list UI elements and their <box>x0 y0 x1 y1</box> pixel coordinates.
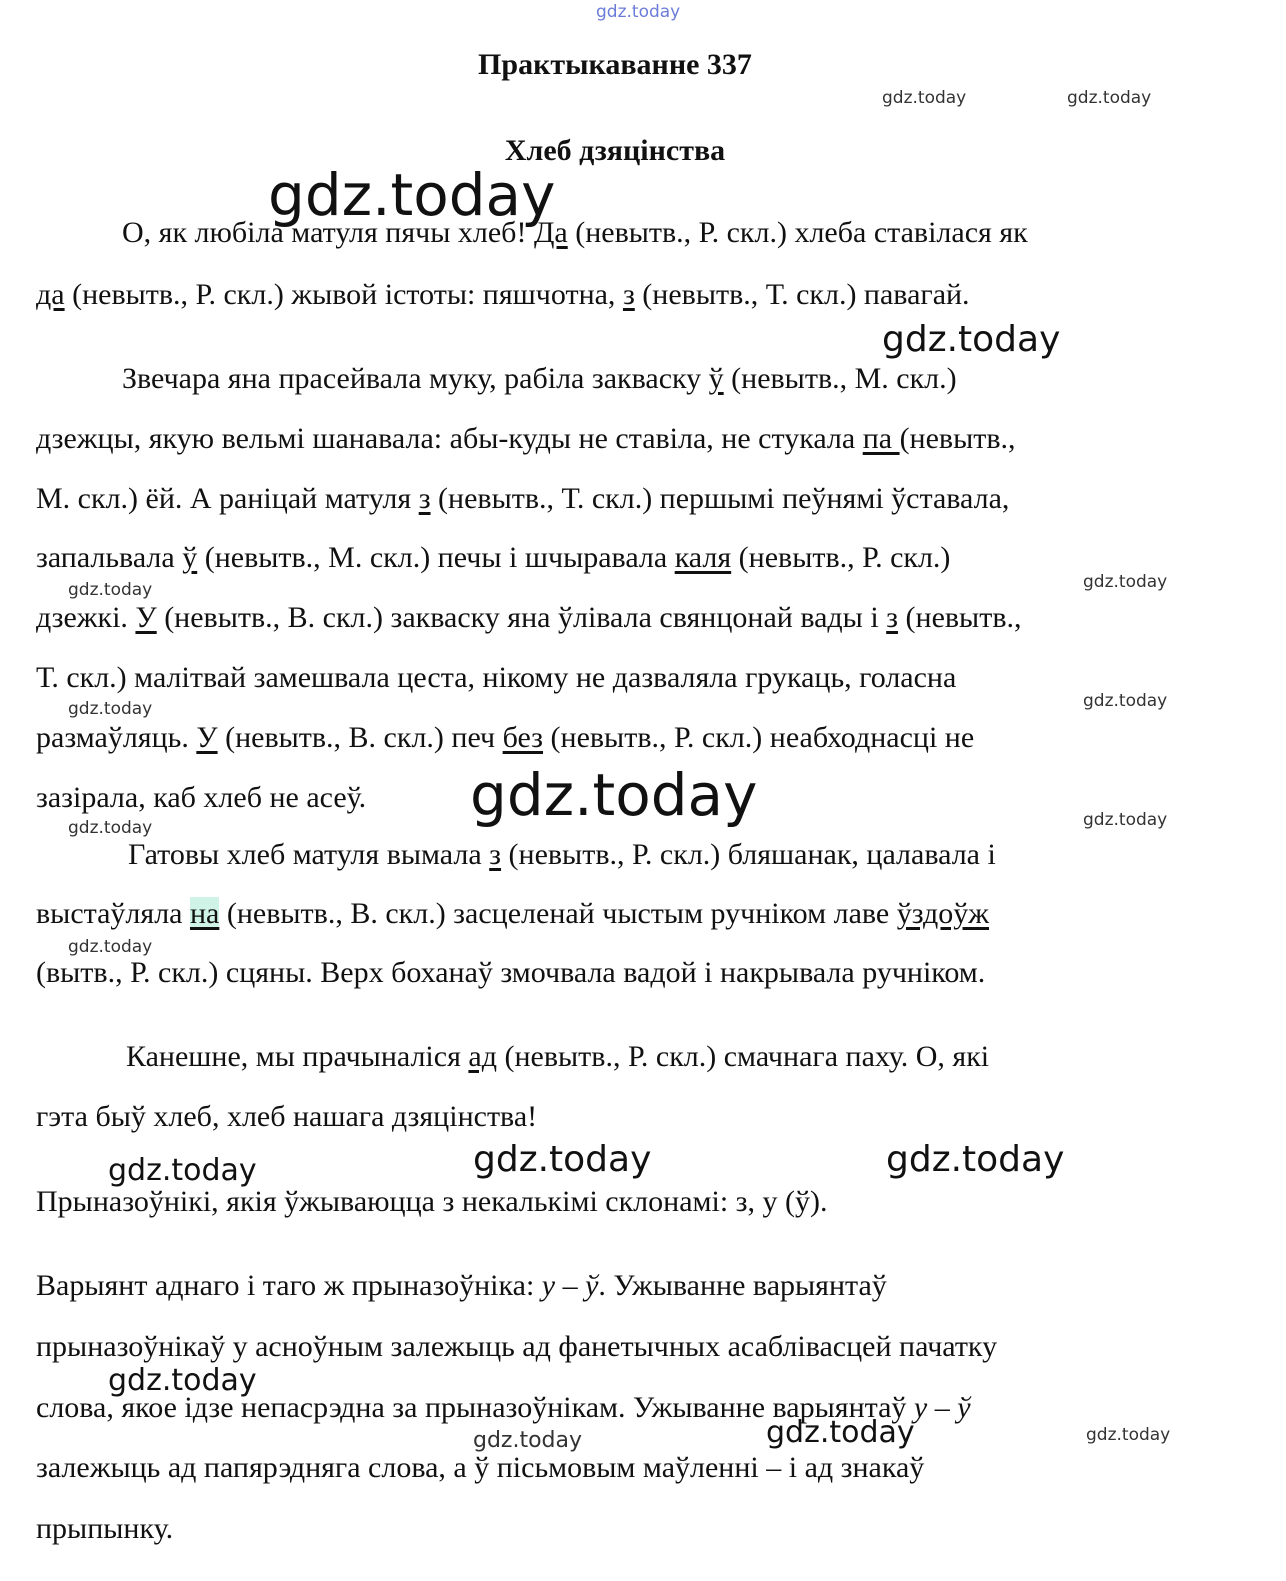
watermark: gdz.today <box>68 699 153 719</box>
watermark: gdz.today <box>68 818 153 838</box>
text-line: гэта быў хлеб, хлеб нашага дзяцінства! <box>36 1100 538 1133</box>
text-line: О, як любіла матуля пячы хлеб! Да (невытв., Р. скл.) хлеба ставілася як <box>122 216 1028 249</box>
watermark: gdz.today <box>108 1363 257 1398</box>
text-line: Т. скл.) малітвай замешвала цеста, нікому не дазваляла грукаць, голасна <box>36 661 957 694</box>
watermark: gdz.today <box>1083 691 1168 711</box>
text-line: Звечара яна прасейвала муку, рабіла закваску ў (невытв., М. скл.) <box>122 362 957 395</box>
text-line: запальвала ў (невытв., М. скл.) печы і шчыравала каля (невытв., Р. скл.) <box>36 541 951 574</box>
watermark: gdz.today <box>473 1139 652 1180</box>
text-title: Хлеб дзяцінства <box>504 134 726 167</box>
watermark: gdz.today <box>1083 810 1168 830</box>
watermark: gdz.today <box>882 319 1061 360</box>
page-title: Практыкаванне 337 <box>478 48 752 81</box>
note-line: слова, якое ідзе непасрэдна за прыназоўнікам. Ужыванне варыянтаў у – ў <box>36 1391 971 1424</box>
watermark: gdz.today <box>1083 572 1168 592</box>
text-line: (вытв., Р. скл.) сцяны. Верх боханаў змочвала вадой і накрывала ручніком. <box>36 956 986 989</box>
watermark: gdz.today <box>882 88 967 108</box>
watermark: gdz.today <box>268 161 556 229</box>
watermark: gdz.today <box>766 1415 915 1450</box>
watermark-top: gdz.today <box>596 2 681 22</box>
watermark: gdz.today <box>1086 1425 1171 1445</box>
watermark: gdz.today <box>1067 88 1152 108</box>
watermark: gdz.today <box>108 1153 257 1188</box>
note-line: залежыць ад папярэдняга слова, а ў пісьмовым маўленні – і ад знакаў <box>36 1451 925 1484</box>
note-line: прыназоўнікаў у асноўным залежыць ад фанетычных асаблівасцей пачатку <box>36 1330 998 1363</box>
watermark: gdz.today <box>473 1428 583 1453</box>
text-line: Канешне, мы прачыналіся ад (невытв., Р. скл.) смачнага паху. О, які <box>126 1040 990 1073</box>
text-line: размаўляць. У (невытв., В. скл.) печ без (невытв., Р. скл.) неабходнасці не <box>36 721 975 754</box>
watermark: gdz.today <box>886 1139 1065 1180</box>
text-line: М. скл.) ёй. А раніцай матуля з (невытв., Т. скл.) першымі пеўнямі ўставала, <box>36 482 1010 515</box>
note-line: прыпынку. <box>36 1512 174 1545</box>
note-line: Варыянт аднаго і таго ж прыназоўніка: у – ў. Ужыванне варыянтаў <box>36 1269 887 1302</box>
watermark: gdz.today <box>470 761 758 829</box>
text-line: дзежкі. У (невытв., В. скл.) закваску яна ўлівала свянцонай вады і з (невытв., <box>36 601 1022 634</box>
text-line: зазірала, каб хлеб не асеў. <box>36 781 367 814</box>
text-line: дзежцы, якую вельмі шанавала: абы-куды не ставіла, не стукала па (невытв., <box>36 422 1016 455</box>
text-line: Гатовы хлеб матуля вымала з (невытв., Р. скл.) бляшанак, цалавала і <box>128 838 996 871</box>
text-line: да (невытв., Р. скл.) жывой істоты: пяшчотна, з (невытв., Т. скл.) павагай. <box>36 278 970 311</box>
watermark: gdz.today <box>68 580 153 600</box>
note-line: Прыназоўнікі, якія ўжываюцца з некалькімі склонамі: з, у (ў). <box>36 1185 828 1218</box>
text-line: выстаўляла на (невытв., В. скл.) засцеленай чыстым ручніком лаве ўздоўж <box>36 897 990 930</box>
watermark: gdz.today <box>68 937 153 957</box>
